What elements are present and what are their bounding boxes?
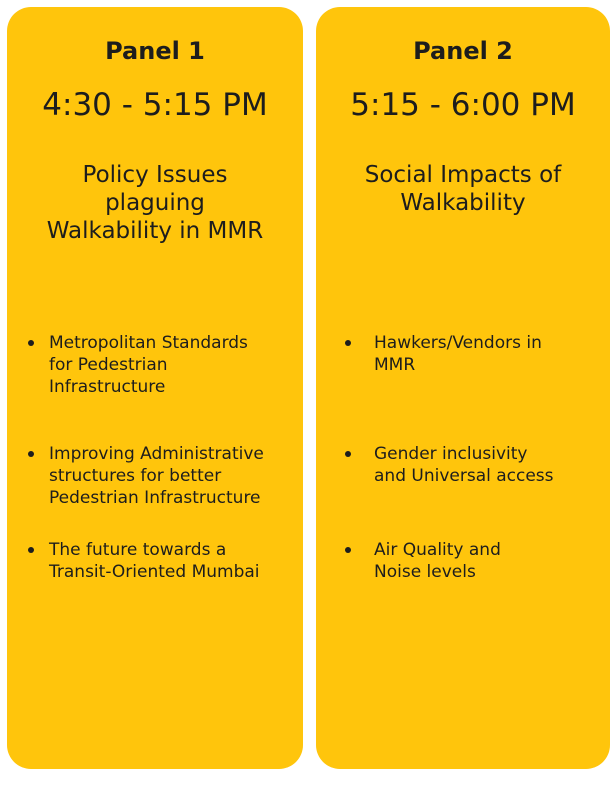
bullet-text (49, 332, 299, 398)
bullet-dot-icon (345, 451, 351, 457)
panel-topic-line: Policy Issues (82, 162, 228, 188)
bullet-text (49, 539, 299, 583)
bullet-text-line: and Universal access (374, 466, 554, 486)
bullet-dot-icon (345, 547, 351, 553)
bullet-text-line: Air Quality and (374, 540, 501, 560)
bullet-dot-icon (28, 547, 34, 553)
bullet-text-line: structures for better (49, 466, 222, 486)
bullet-dot-icon (28, 340, 34, 346)
bullet-text-line: Metropolitan Standards (49, 333, 248, 353)
panel-topic (324, 161, 602, 217)
bullet-text-line: Transit-Oriented Mumbai (49, 562, 260, 582)
bullet-text (374, 332, 606, 376)
bullet-text-line: Improving Administrative (49, 444, 264, 464)
bullet-text-line: Hawkers/Vendors in (374, 333, 542, 353)
bullet-text (374, 443, 606, 487)
panel-title: Panel 1 (105, 37, 205, 65)
bullet-dot-icon (28, 451, 34, 457)
bullet-text-line: Gender inclusivity (374, 444, 528, 464)
bullet-text-line: Pedestrian Infrastructure (49, 488, 261, 508)
bullet-text (49, 443, 299, 509)
panel-time: 4:30 - 5:15 PM (42, 87, 268, 123)
panel-topic-line: Walkability (400, 190, 526, 216)
bullet-text-line: The future towards a (49, 540, 227, 560)
bullet-text (374, 539, 606, 583)
panel-title: Panel 2 (413, 37, 513, 65)
bullet-text-line: Noise levels (374, 562, 476, 582)
bullet-dot-icon (345, 340, 351, 346)
bullet-text-line: Infrastructure (49, 377, 166, 397)
panel-1-card (7, 7, 303, 769)
bullet-text-line: for Pedestrian (49, 355, 168, 375)
panel-topic-line: Social Impacts of (364, 162, 562, 188)
panel-topic (15, 161, 295, 245)
panel-time: 5:15 - 6:00 PM (350, 87, 576, 123)
panel-topic-line: Walkability in MMR (46, 218, 264, 244)
panel-2-card (316, 7, 610, 769)
bullet-text-line: MMR (374, 355, 416, 375)
panel-topic-line: plaguing (105, 190, 205, 216)
